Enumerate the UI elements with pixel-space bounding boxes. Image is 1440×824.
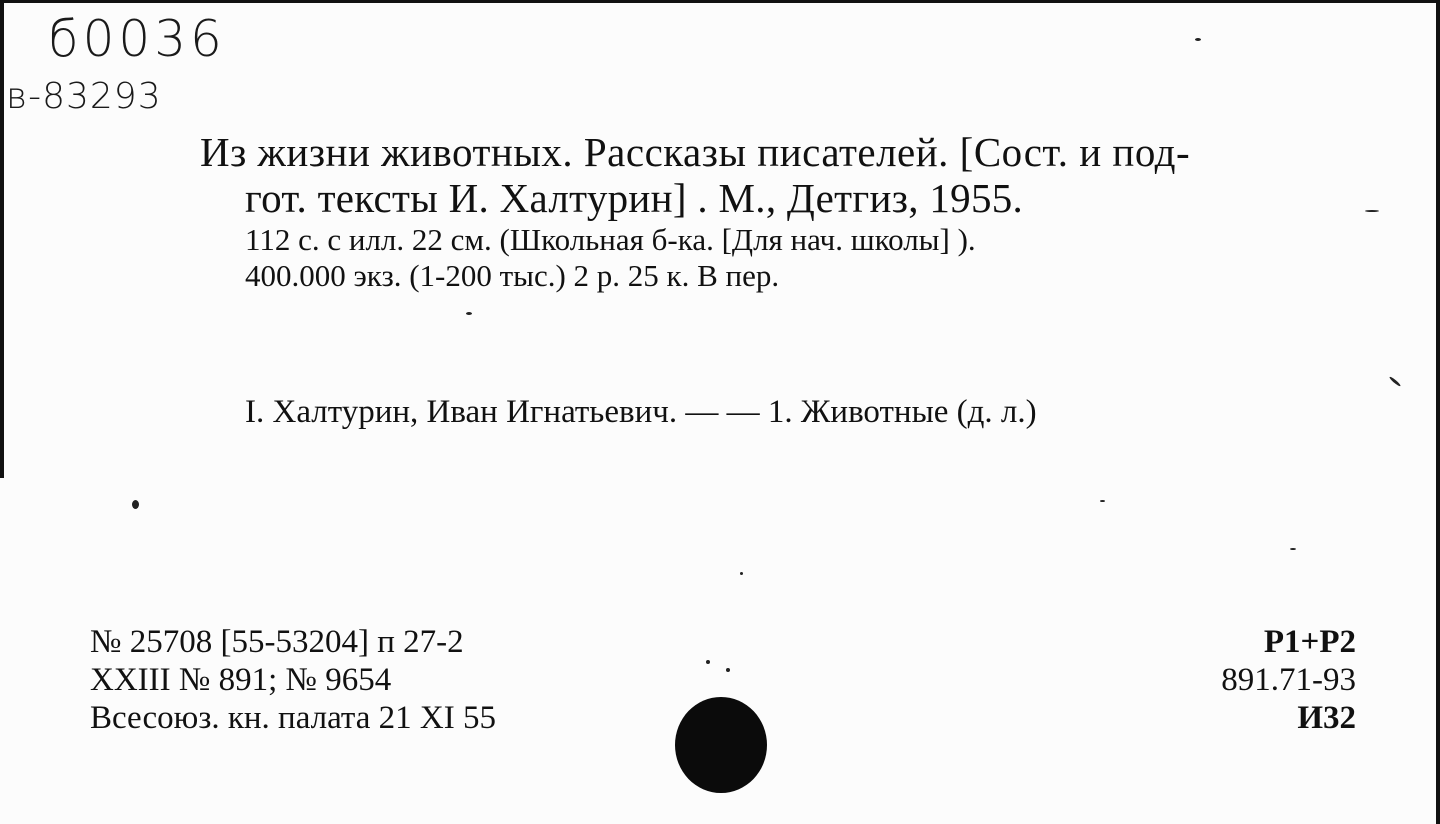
handwritten-number-1: б0036 <box>48 10 226 68</box>
speck <box>726 668 730 672</box>
description-line-1: 112 с. с илл. 22 см. (Школьная б-ка. [Для нач. школы] ). <box>245 222 976 257</box>
speck <box>1290 548 1296 550</box>
classification-code: Р1+Р2 <box>1263 624 1356 660</box>
tracings-line: I. Халтурин, Иван Игнатьевич. — — 1. Животные (д. л.) <box>245 394 1037 430</box>
card-border-left <box>0 0 4 478</box>
title-line-2: гот. тексты И. Халтурин] . М., Детгиз, 1955. <box>245 175 1024 221</box>
speck <box>1389 376 1402 387</box>
classification-index: 891.71-93 <box>1221 662 1356 698</box>
speck <box>1365 210 1379 212</box>
speck <box>466 312 472 315</box>
speck <box>706 660 710 664</box>
author-mark: И32 <box>1297 700 1356 736</box>
speck <box>1195 38 1201 41</box>
registry-line-3: Всесоюз. кн. палата 21 XI 55 <box>90 700 496 736</box>
card-punch-hole <box>675 697 767 793</box>
speck <box>740 572 743 575</box>
speck <box>1100 500 1105 502</box>
registry-line-2: XXIII № 891; № 9654 <box>90 662 392 698</box>
description-line-2: 400.000 экз. (1-200 тыс.) 2 р. 25 к. В пер. <box>245 258 780 293</box>
handwritten-number-2: в-83293 <box>6 76 162 117</box>
speck <box>132 500 139 509</box>
card-border-top <box>0 0 1440 3</box>
registry-line-1: № 25708 [55-53204] п 27-2 <box>90 624 464 660</box>
card-border-right <box>1436 0 1440 824</box>
title-line-1: Из жизни животных. Рассказы писателей. [Сост. и под- <box>200 129 1191 175</box>
